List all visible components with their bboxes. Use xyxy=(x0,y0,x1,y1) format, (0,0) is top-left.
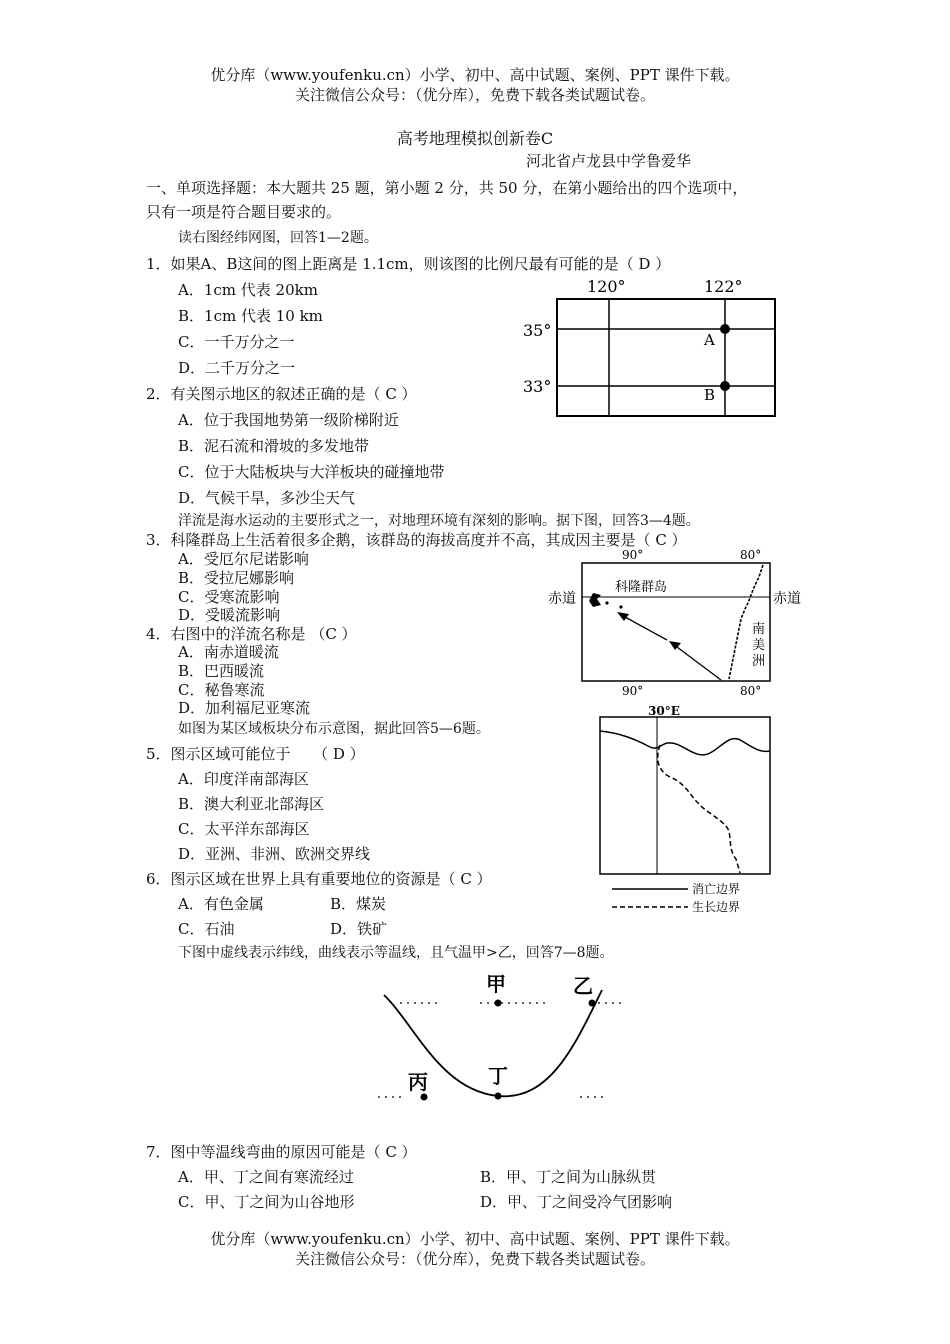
equator-label-left: 赤道 xyxy=(548,591,576,607)
question-3-stem: 3．科隆群岛上生活着很多企鹅，该群岛的海拔高度并不高，其成因主要是（ C ） xyxy=(146,531,687,549)
footer-line-1: 优分库（www.youfenku.cn）小学、初中、高中试题、案例、PPT 课件下载。 xyxy=(210,1230,740,1248)
q6-option-d: D．铁矿 xyxy=(330,920,388,938)
lon-label-120: 120° xyxy=(587,277,626,296)
question-2-stem: 2．有关图示地区的叙述正确的是（ C ） xyxy=(146,385,417,403)
q1-option-c: C．一千万分之一 xyxy=(178,333,295,351)
q4-option-b: B．巴西暖流 xyxy=(178,662,265,680)
q7-option-d: D．甲、丁之间受冷气团影响 xyxy=(480,1193,673,1211)
lon-top-80: 80° xyxy=(740,548,762,562)
graticule-figure xyxy=(520,272,785,422)
lon-bottom-90: 90° xyxy=(622,684,644,698)
legend-solid-label: 消亡边界 xyxy=(692,882,741,896)
current-arrowhead-2 xyxy=(617,612,629,621)
lon-label-122: 122° xyxy=(704,277,743,296)
question-6-stem: 6．图示区域在世界上具有重要地位的资源是（ C ） xyxy=(146,870,492,888)
lon-bottom-80: 80° xyxy=(740,684,762,698)
q5-option-a: A．印度洋南部海区 xyxy=(178,770,309,788)
q6-option-b: B．煤炭 xyxy=(330,895,387,913)
lat-label-35: 35° xyxy=(523,321,552,340)
island-shape xyxy=(589,593,601,607)
point-b-dot xyxy=(720,381,730,391)
q5-option-c: C．太平洋东部海区 xyxy=(178,820,310,838)
point-yi-dot xyxy=(589,1000,596,1007)
point-jia-dot xyxy=(495,1000,502,1007)
isotherm-figure xyxy=(370,965,640,1115)
q7-option-a: A．甲、丁之间有寒流经过 xyxy=(178,1168,354,1186)
question-1-stem: 1．如果A、B这间的图上距离是 1.1cm，则该图的比例尺最有可能的是（ D ） xyxy=(146,255,671,273)
section-intro-1: 一、单项选择题：本大题共 25 题，第小题 2 分，共 50 分，在第小题给出的四个选项中， xyxy=(146,179,748,197)
current-arrow-2 xyxy=(625,617,667,640)
q4-option-a: A．南赤道暖流 xyxy=(178,643,279,661)
lon-top-90: 90° xyxy=(622,548,644,562)
graticule-frame xyxy=(557,299,775,416)
point-jia-label: 甲 xyxy=(486,972,506,996)
q1-option-b: B．1cm 代表 10 km xyxy=(178,307,323,325)
q1-option-d: D．二千万分之一 xyxy=(178,359,296,377)
legend-dashed-label: 生长边界 xyxy=(692,900,741,914)
q1-option-a: A．1cm 代表 20km xyxy=(178,281,318,299)
ocean-current-map xyxy=(545,545,810,700)
equator-label-right: 赤道 xyxy=(773,591,801,607)
footer-line-2: 关注微信公众号：（优分库），免费下载各类试题试卷。 xyxy=(294,1250,655,1268)
question-4-stem: 4．右图中的洋流名称是 （C ） xyxy=(146,625,357,643)
q3-option-a: A．受厄尔尼诺影响 xyxy=(178,550,309,568)
header-line-2: 关注微信公众号：（优分库），免费下载各类试题试卷。 xyxy=(294,86,655,104)
point-bing-dot xyxy=(421,1094,428,1101)
q5-option-b: B．澳大利亚北部海区 xyxy=(178,795,325,813)
continent-label-3: 洲 xyxy=(752,654,766,669)
author: 河北省卢龙县中学鲁爱华 xyxy=(526,152,692,170)
point-a-label: A xyxy=(704,331,715,349)
q2-option-b: B．泥石流和滑坡的多发地带 xyxy=(178,437,370,455)
page-title: 高考地理模拟创新卷C xyxy=(396,129,554,148)
q7-option-c: C．甲、丁之间为山谷地形 xyxy=(178,1193,355,1211)
point-bing-label: 丙 xyxy=(408,1070,428,1094)
consumptive-boundary-line xyxy=(600,731,770,755)
continent-label-1: 南 xyxy=(752,622,766,637)
q6-option-c: C．石油 xyxy=(178,920,235,938)
q3-option-d: D．受暖流影响 xyxy=(178,606,281,624)
map-frame xyxy=(582,563,770,681)
q7-option-b: B．甲、丁之间为山脉纵贯 xyxy=(480,1168,657,1186)
point-ding-dot xyxy=(495,1093,502,1100)
passage-3: 如图为某区域板块分布示意图，据此回答5—6题。 xyxy=(178,721,490,737)
current-arrow-1 xyxy=(677,647,721,680)
passage-4: 下图中虚线表示纬线，曲线表示等温线，且气温甲>乙，回答7—8题。 xyxy=(178,945,614,961)
lat-label-33: 33° xyxy=(523,377,552,396)
q4-option-d: D．加利福尼亚寒流 xyxy=(178,699,311,717)
q5-option-d: D．亚洲、非洲、欧洲交界线 xyxy=(178,845,371,863)
q4-option-c: C．秘鲁寒流 xyxy=(178,681,265,699)
islet-1 xyxy=(605,601,608,604)
continent-label-2: 美 xyxy=(752,638,766,653)
q3-option-b: B．受拉尼娜影响 xyxy=(178,569,295,587)
question-7-stem: 7．图中等温线弯曲的原因可能是（ C ） xyxy=(146,1143,417,1161)
q2-option-c: C．位于大陆板块与大洋板块的碰撞地带 xyxy=(178,463,445,481)
passage-1: 读右图经纬网图，回答1—2题。 xyxy=(178,230,378,246)
islet-2 xyxy=(619,605,622,608)
section-intro-2: 只有一项是符合题目要求的。 xyxy=(146,203,342,221)
plate-boundary-figure xyxy=(590,703,780,918)
passage-2: 洋流是海水运动的主要形式之一，对地理环境有深刻的影响。据下图，回答3—4题。 xyxy=(178,513,700,529)
q6-option-a: A．有色金属 xyxy=(178,895,264,913)
plate-map-frame xyxy=(600,717,770,874)
q3-option-c: C．受寒流影响 xyxy=(178,588,280,606)
point-b-label: B xyxy=(704,386,716,404)
q2-option-d: D．气候干旱，多沙尘天气 xyxy=(178,489,356,507)
point-a-dot xyxy=(720,324,730,334)
question-5-stem: 5．图示区域可能位于 （ D ） xyxy=(146,745,365,763)
header-line-1: 优分库（www.youfenku.cn）小学、初中、高中试题、案例、PPT 课件下载。 xyxy=(210,66,740,84)
point-ding-label: 丁 xyxy=(488,1064,508,1088)
point-yi-label: 乙 xyxy=(573,974,593,998)
constructive-boundary-line xyxy=(658,745,740,873)
q2-option-a: A．位于我国地势第一级阶梯附近 xyxy=(178,411,399,429)
islands-label: 科隆群岛 xyxy=(615,580,668,595)
meridian-30e-label: 30°E xyxy=(648,704,680,718)
